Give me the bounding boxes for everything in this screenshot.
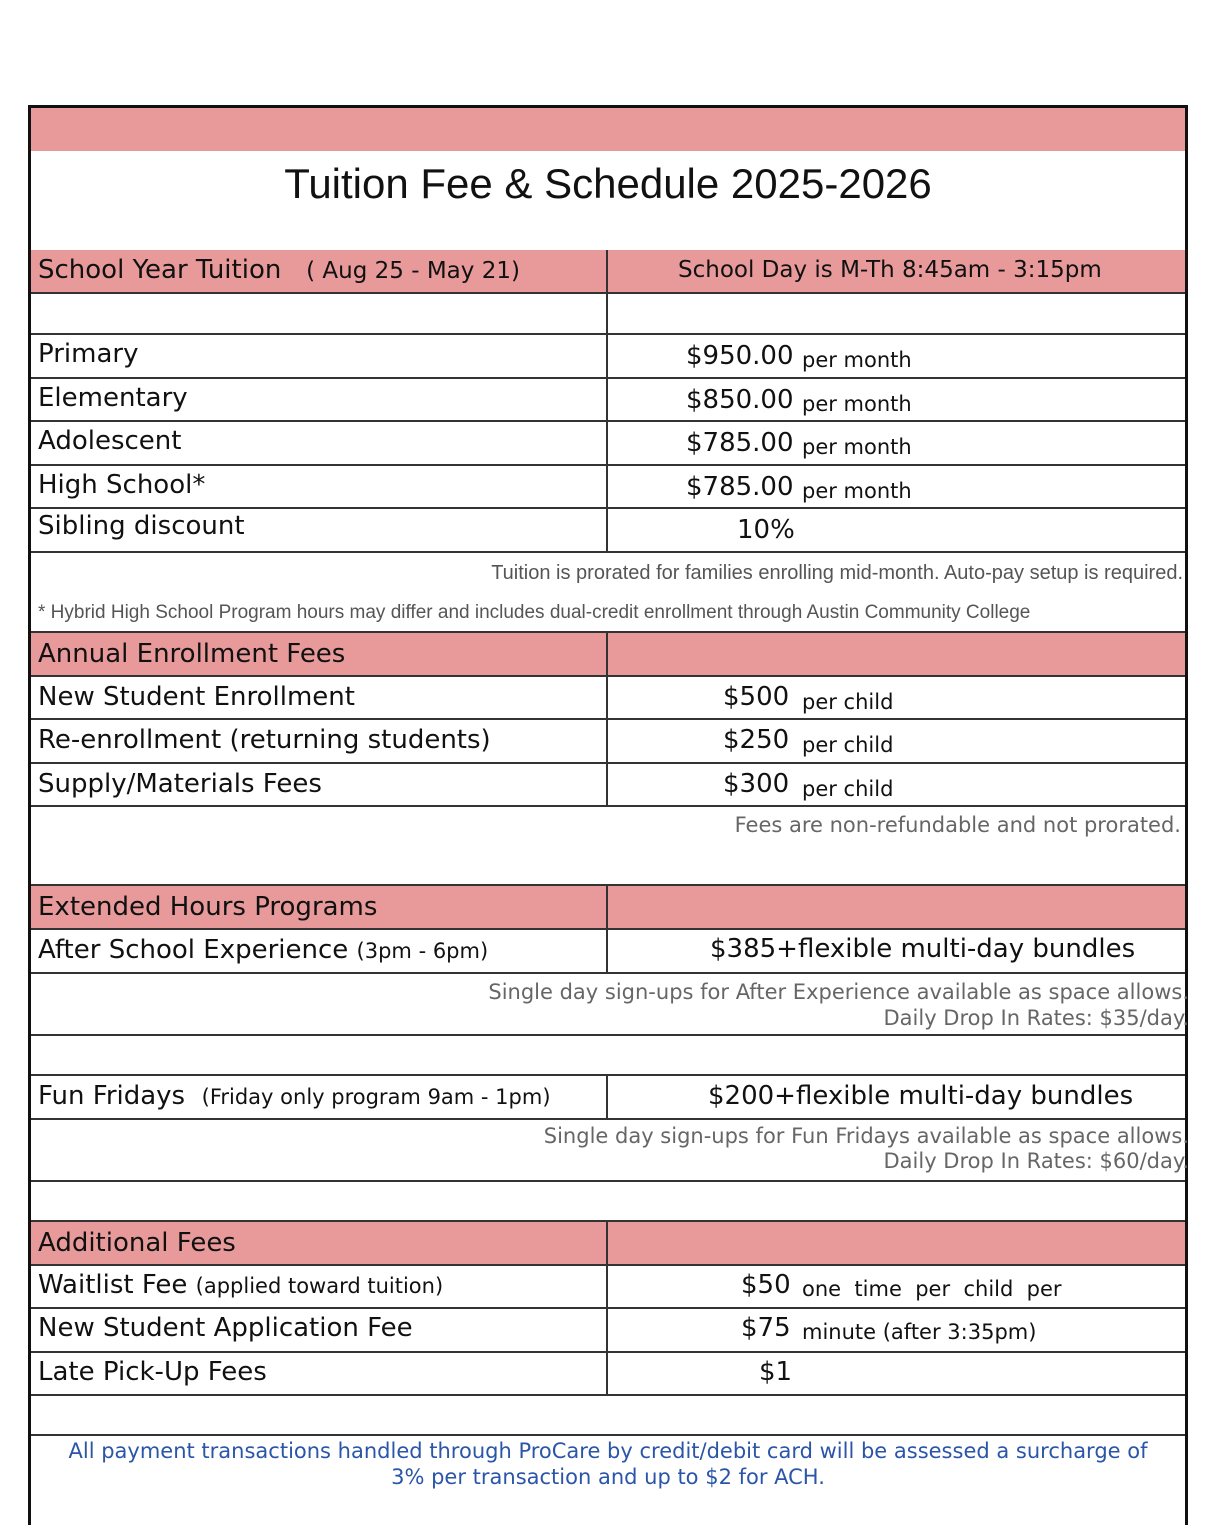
fun-fridays-note-1: Single day sign-ups for Fun Fridays available as space allows. <box>543 1124 1189 1148</box>
extended-header-row <box>31 886 1185 930</box>
additional-row-late-pickup <box>31 1353 1185 1396</box>
additional-row-waitlist <box>31 1266 1185 1309</box>
fee-unit: per child <box>802 733 894 757</box>
tuition-level: High School* <box>38 470 206 500</box>
school-year-header-row <box>31 250 1185 294</box>
tuition-amount: $850.00 <box>686 385 794 415</box>
after-school-price: $385+flexible multi-day bundles <box>710 934 1136 964</box>
tuition-level: Sibling discount <box>38 511 245 541</box>
fee-label: Late Pick-Up Fees <box>38 1357 267 1387</box>
fee-unit: one time per child per <box>802 1277 1062 1301</box>
top-color-band <box>31 108 1185 151</box>
tuition-amount: $950.00 <box>686 341 794 371</box>
high-school-note: * Hybrid High School Program hours may differ and includes dual-credit enrollment through Austin Community College <box>38 602 1031 623</box>
fee-label: Waitlist Fee (applied toward tuition) <box>38 1270 444 1300</box>
enrollment-header-row <box>31 633 1185 677</box>
enrollment-note-row <box>31 807 1185 886</box>
after-school-note-1: Single day sign-ups for After Experience available as space allows. <box>488 980 1189 1004</box>
enrollment-row <box>31 720 1185 764</box>
school-year-label: School Year Tuition ( Aug 25 - May 21) <box>38 255 520 285</box>
fun-fridays-price: $200+flexible multi-day bundles <box>708 1081 1134 1111</box>
enrollment-header: Annual Enrollment Fees <box>38 639 346 669</box>
blank-row <box>31 1396 1185 1436</box>
additional-header: Additional Fees <box>38 1228 236 1258</box>
tuition-level: Elementary <box>38 383 188 413</box>
fee-amount: $1 <box>759 1357 793 1387</box>
fun-fridays-note-2: Daily Drop In Rates: $60/day. <box>883 1149 1189 1173</box>
extended-header: Extended Hours Programs <box>38 892 378 922</box>
tuition-level: Primary <box>38 339 139 369</box>
fee-label: New Student Application Fee <box>38 1313 413 1343</box>
blank-row <box>31 294 1185 335</box>
school-day-schedule: School Day is M-Th 8:45am - 3:15pm <box>678 257 1102 283</box>
payment-notice-line-2: 3% per transaction and up to $2 for ACH. <box>391 1465 825 1489</box>
fee-amount: $300 <box>723 769 790 799</box>
school-year-dates: ( Aug 25 - May 21) <box>306 258 520 284</box>
fee-amount: $500 <box>723 682 790 712</box>
tuition-row-elementary <box>31 379 1185 422</box>
tuition-unit: per month <box>802 479 912 503</box>
additional-row-application <box>31 1309 1185 1353</box>
additional-header-row <box>31 1222 1185 1266</box>
fee-amount: $75 <box>741 1313 791 1343</box>
enrollment-note: Fees are non-refundable and not prorated. <box>734 813 1181 837</box>
tuition-notes-row <box>31 553 1185 633</box>
fee-label: New Student Enrollment <box>38 682 355 712</box>
tuition-level: Adolescent <box>38 426 182 456</box>
page-title: Tuition Fee & Schedule 2025-2026 <box>284 160 932 207</box>
payment-notice-line-1: All payment transactions handled through ProCare by credit/debit card will be assessed a surcharge of <box>68 1439 1148 1463</box>
after-school-row <box>31 930 1185 974</box>
fee-amount: $50 <box>741 1270 791 1300</box>
tuition-row-high-school <box>31 466 1185 509</box>
fun-fridays-label: Fun Fridays (Friday only program 9am - 1pm) <box>38 1081 551 1111</box>
blank-row <box>31 1182 1185 1222</box>
fee-unit: per child <box>802 690 894 714</box>
after-school-label: After School Experience (3pm - 6pm) <box>38 935 489 965</box>
tuition-row-adolescent <box>31 422 1185 466</box>
after-school-note-2: Daily Drop In Rates: $35/day. <box>883 1006 1189 1030</box>
tuition-row-primary <box>31 335 1185 379</box>
tuition-sheet <box>28 105 1188 1525</box>
fee-amount: $250 <box>723 725 790 755</box>
tuition-amount: 10% <box>737 515 795 545</box>
fee-label: Supply/Materials Fees <box>38 769 322 799</box>
enrollment-row <box>31 764 1185 807</box>
payment-surcharge-notice <box>31 1438 1185 1490</box>
after-school-notes-row <box>31 974 1189 1036</box>
fun-fridays-notes-row <box>31 1120 1189 1182</box>
tuition-unit: per month <box>802 392 912 416</box>
tuition-row-sibling-discount <box>31 509 1185 553</box>
fee-label: Re-enrollment (returning students) <box>38 725 491 755</box>
enrollment-row <box>31 677 1185 720</box>
tuition-prorate-note: Tuition is prorated for families enrolling mid-month. Auto-pay setup is required. <box>491 562 1183 584</box>
tuition-unit: per month <box>802 348 912 372</box>
tuition-amount: $785.00 <box>686 428 794 458</box>
fun-fridays-row <box>31 1076 1185 1120</box>
tuition-unit: per month <box>802 435 912 459</box>
fee-unit: per child <box>802 777 894 801</box>
blank-row <box>31 1036 1185 1076</box>
fee-unit: minute (after 3:35pm) <box>802 1320 1037 1344</box>
tuition-amount: $785.00 <box>686 472 794 502</box>
